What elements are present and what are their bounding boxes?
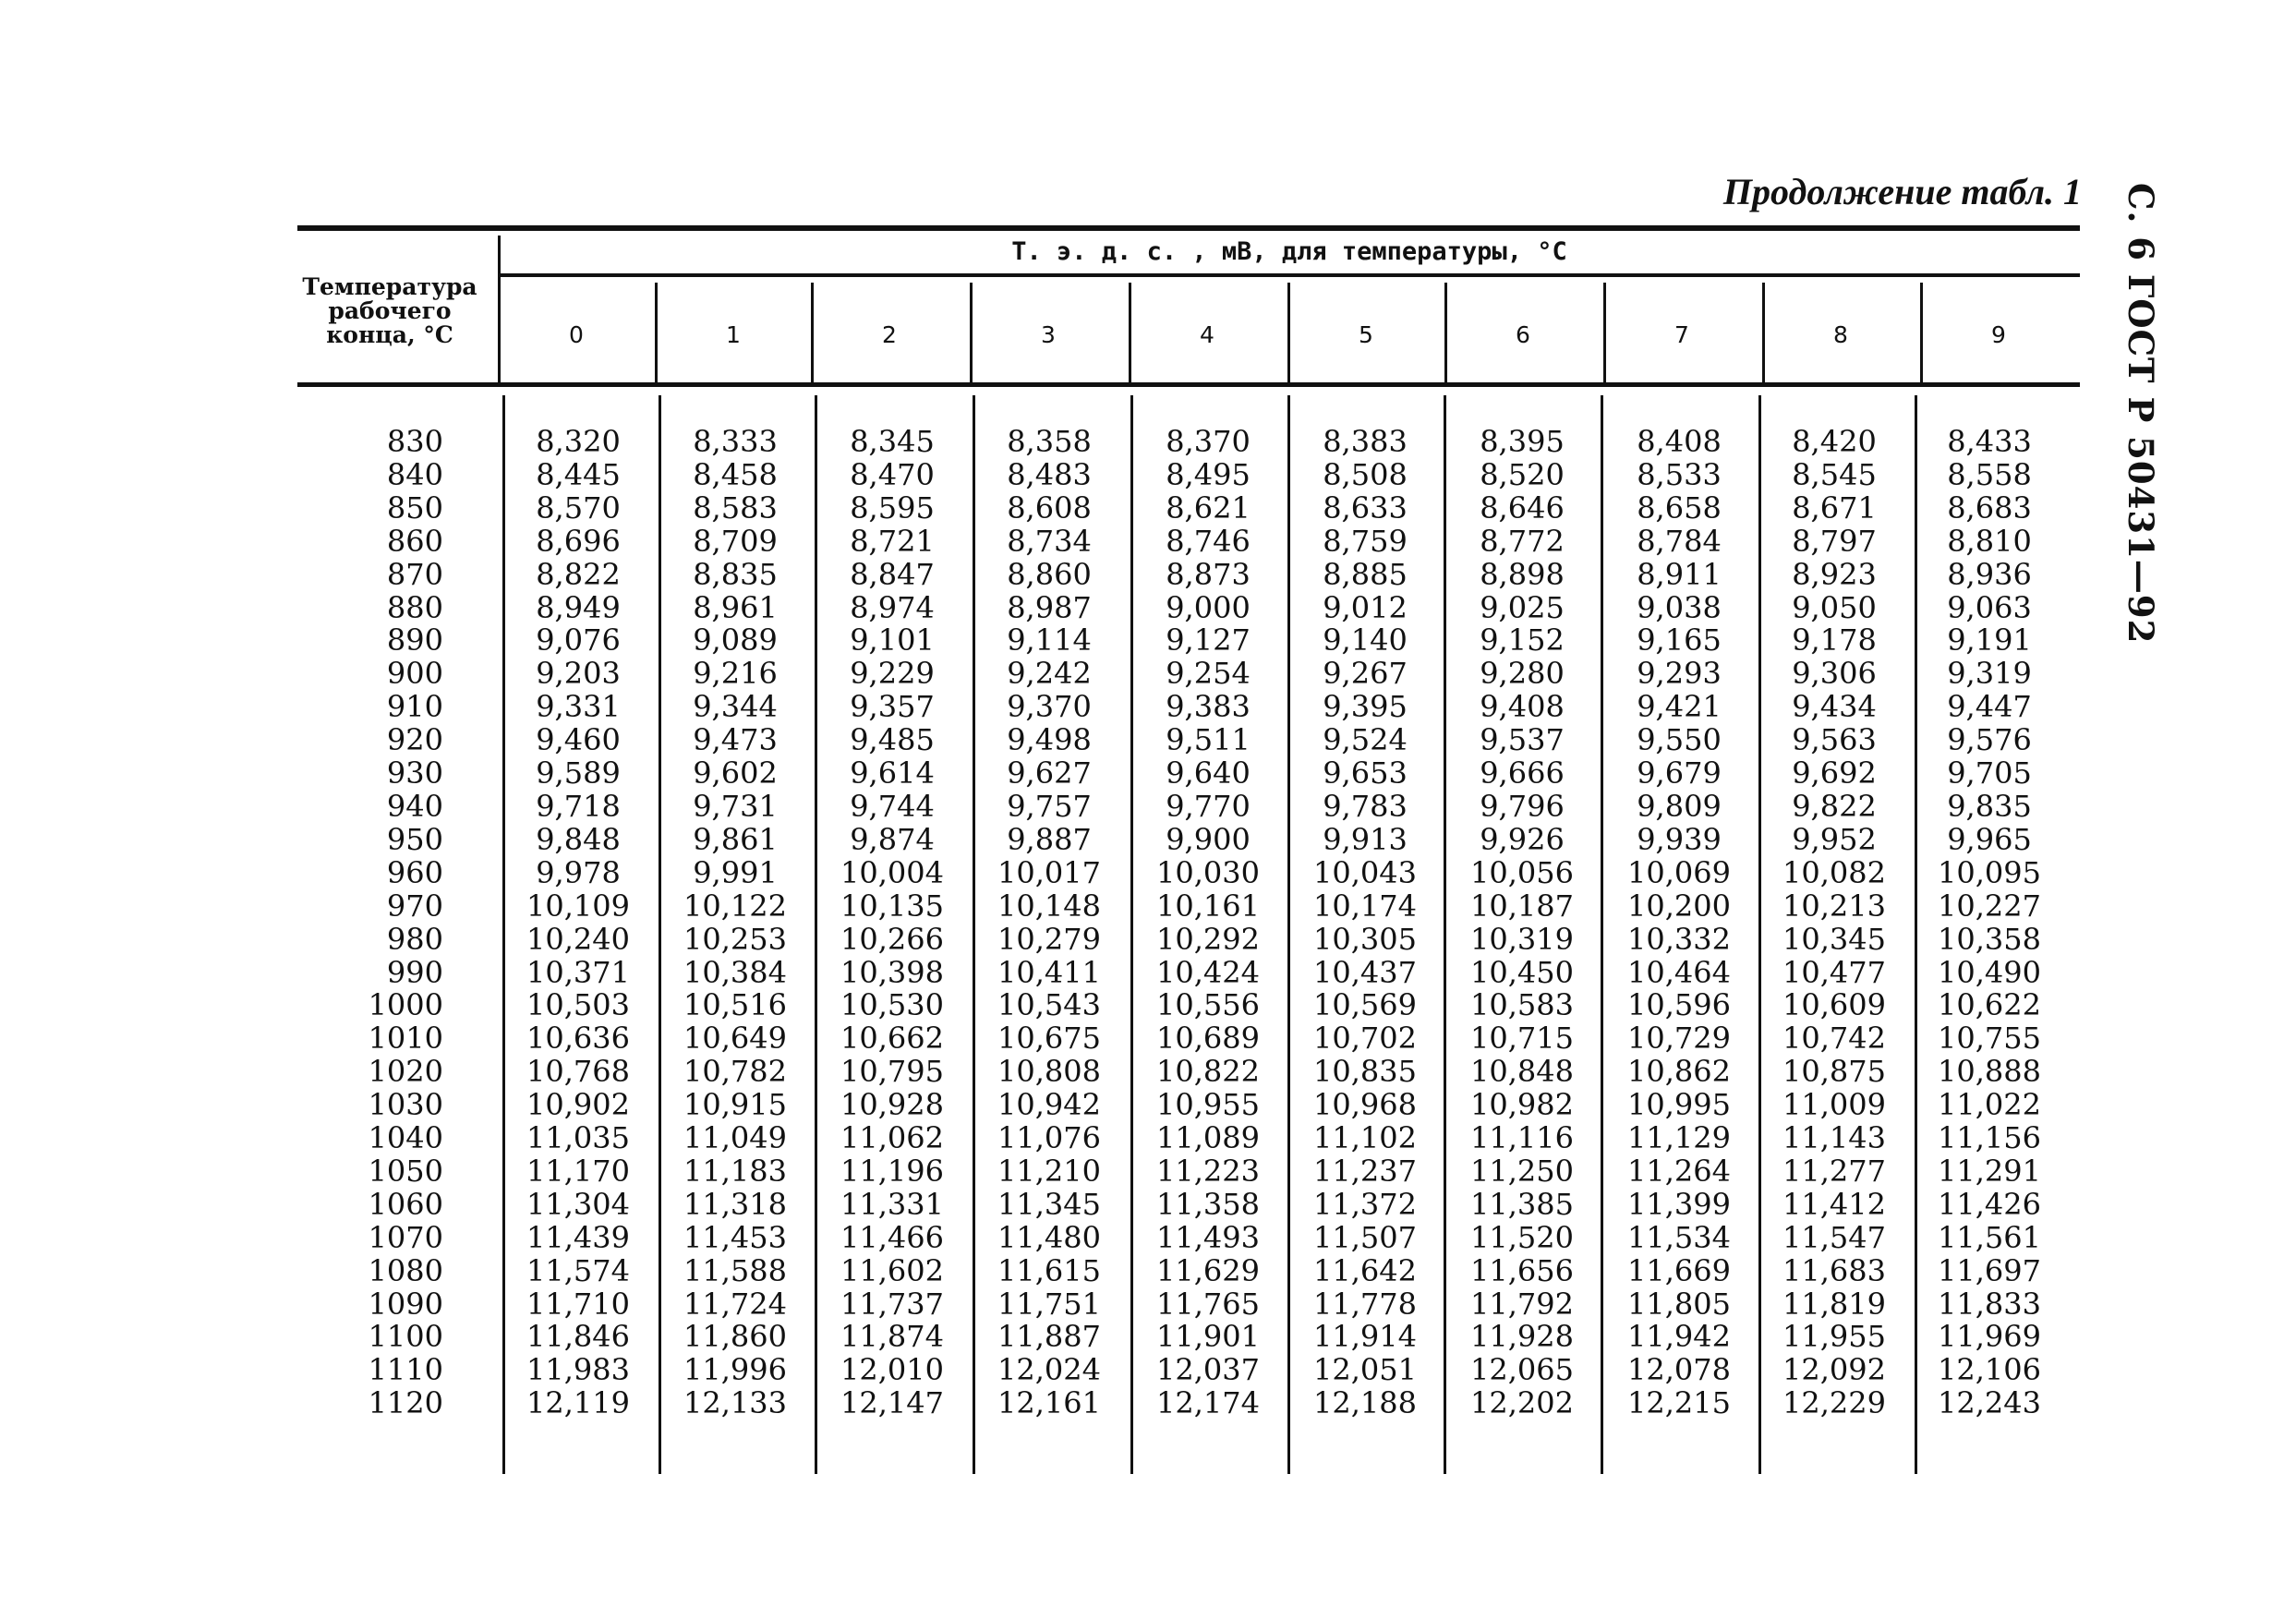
body-divider	[1287, 395, 1290, 1474]
column-header-1: 1	[726, 321, 741, 348]
emf-column-3: 8,358 8,483 8,608 8,734 8,860 8,987 9,114 9,242 9,370 9,498 9,627 9,757 9,887 10,017 10,148 10,279 10,411 10,543 10,675 10,808 10,942 11,076 11,210 11,345 11,480 11,615 11,751 11,887 12,024 12,161	[997, 424, 1101, 1421]
column-header-rule	[500, 273, 2080, 277]
emf-column-2: 8,345 8,470 8,595 8,721 8,847 8,974 9,101 9,229 9,357 9,485 9,614 9,744 9,874 10,004 10,135 10,266 10,398 10,530 10,662 10,795 10,928 11,062 11,196 11,331 11,466 11,602 11,737 11,874 12,010 12,147	[840, 424, 944, 1421]
header-divider-stub	[498, 236, 501, 382]
column-header-9: 9	[1991, 321, 2006, 348]
column-header-6: 6	[1516, 321, 1530, 348]
table-caption: Продолжение табл. 1	[1722, 171, 2082, 212]
column-header-3: 3	[1041, 321, 1056, 348]
body-divider	[1444, 395, 1446, 1474]
column-header-4: 4	[1200, 321, 1214, 348]
header-bottom-rule	[297, 382, 2080, 387]
table-top-rule	[297, 225, 2080, 231]
stub-column-header: Температура рабочего конца, °С	[302, 273, 477, 348]
column-header-5: 5	[1359, 321, 1373, 348]
column-header-7: 7	[1674, 321, 1689, 348]
column-header-2: 2	[882, 321, 897, 348]
temperature-column: 830 840 850 860 870 880 890 900 910 920 930 940 950 960 970 980 990 1000 1010 1020 1030 1040 1050 1060 1070 1080 1090 1100 1110 1120	[368, 424, 443, 1421]
emf-column-8: 8,420 8,545 8,671 8,797 8,923 9,050 9,178 9,306 9,434 9,563 9,692 9,822 9,952 10,082 10,213 10,345 10,477 10,609 10,742 10,875 11,009 11,143 11,277 11,412 11,547 11,683 11,819 11,955 12,092 12,229	[1782, 424, 1886, 1421]
column-header-8: 8	[1833, 321, 1848, 348]
document-page-label: С. 6 ГОСТ Р 50431—92	[2121, 183, 2161, 645]
body-divider	[1601, 395, 1603, 1474]
emf-column-6: 8,395 8,520 8,646 8,772 8,898 9,025 9,152 9,280 9,408 9,537 9,666 9,796 9,926 10,056 10,187 10,319 10,450 10,583 10,715 10,848 10,982 11,116 11,250 11,385 11,520 11,656 11,792 11,928 12,065 12,202	[1470, 424, 1574, 1421]
body-divider	[815, 395, 817, 1474]
emf-column-0: 8,320 8,445 8,570 8,696 8,822 8,949 9,076 9,203 9,331 9,460 9,589 9,718 9,848 9,978 10,109 10,240 10,371 10,503 10,636 10,768 10,902 11,035 11,170 11,304 11,439 11,574 11,710 11,846 11,983 12,119	[526, 424, 630, 1421]
spanning-column-header: Т. э. д. с. , мВ, для температуры, °С	[1011, 237, 1567, 266]
emf-column-7: 8,408 8,533 8,658 8,784 8,911 9,038 9,165 9,293 9,421 9,550 9,679 9,809 9,939 10,069 10,200 10,332 10,464 10,596 10,729 10,862 10,995 11,129 11,264 11,399 11,534 11,669 11,805 11,942 12,078 12,215	[1627, 424, 1731, 1421]
body-divider	[1130, 395, 1133, 1474]
column-header-0: 0	[569, 321, 584, 348]
emf-column-1: 8,333 8,458 8,583 8,709 8,835 8,961 9,089 9,216 9,344 9,473 9,602 9,731 9,861 9,991 10,122 10,253 10,384 10,516 10,649 10,782 10,915 11,049 11,183 11,318 11,453 11,588 11,724 11,860 11,996 12,133	[683, 424, 787, 1421]
emf-column-9: 8,433 8,558 8,683 8,810 8,936 9,063 9,191 9,319 9,447 9,576 9,705 9,835 9,965 10,095 10,227 10,358 10,490 10,622 10,755 10,888 11,022 11,156 11,291 11,426 11,561 11,697 11,833 11,969 12,106 12,243	[1938, 424, 2041, 1421]
emf-column-4: 8,370 8,495 8,621 8,746 8,873 9,000 9,127 9,254 9,383 9,511 9,640 9,770 9,900 10,030 10,161 10,292 10,424 10,556 10,689 10,822 10,955 11,089 11,223 11,358 11,493 11,629 11,765 11,901 12,037 12,174	[1156, 424, 1260, 1421]
emf-column-5: 8,383 8,508 8,633 8,759 8,885 9,012 9,140 9,267 9,395 9,524 9,653 9,783 9,913 10,043 10,174 10,305 10,437 10,569 10,702 10,835 10,968 11,102 11,237 11,372 11,507 11,642 11,778 11,914 12,051 12,188	[1313, 424, 1417, 1421]
